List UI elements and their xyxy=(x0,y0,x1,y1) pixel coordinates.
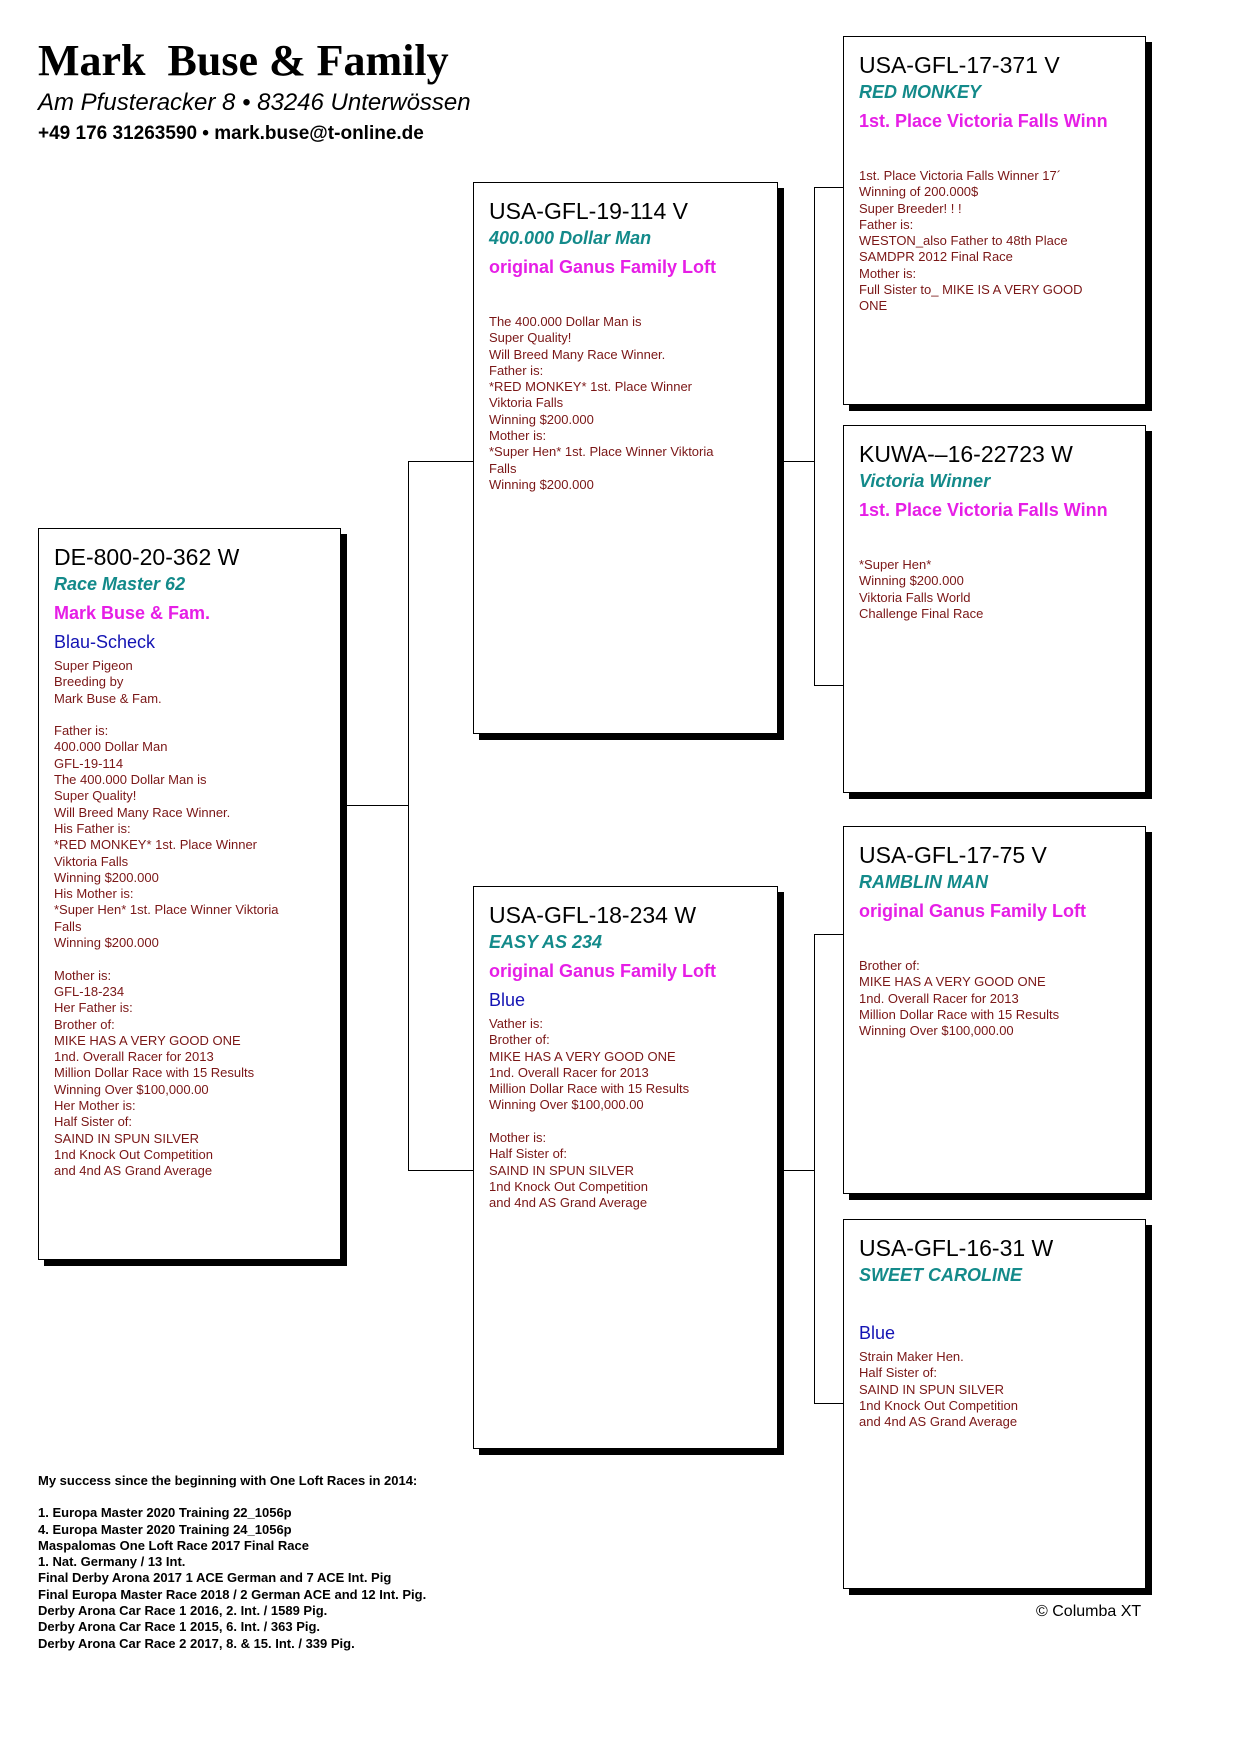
owner-name: Mark Buse & Family xyxy=(38,36,449,85)
pigeon-card-father xyxy=(473,182,778,734)
pigeon-card-mother xyxy=(473,886,778,1449)
connector-line xyxy=(341,805,408,806)
ring-number: USA-GFL-16-31 W xyxy=(859,1235,1054,1261)
success-item: 1. Europa Master 2020 Training 22_1056p xyxy=(38,1505,292,1521)
pedigree-notes: Brother of: MIKE HAS A VERY GOOD ONE 1nd. Overall Racer for 2013 Million Dollar Race with 15 Results Winning Over $100,000.00 xyxy=(859,958,1060,1039)
pigeon-name: RAMBLIN MAN xyxy=(859,872,988,892)
breeder: original Ganus Family Loft xyxy=(859,901,1087,921)
pigeon-card-mothers-mother xyxy=(843,1219,1146,1589)
ring-number: USA-GFL-18-234 W xyxy=(489,902,697,928)
success-item: 4. Europa Master 2020 Training 24_1056p xyxy=(38,1521,292,1537)
pigeon-name: SWEET CAROLINE xyxy=(859,1265,1023,1285)
connector-line xyxy=(408,461,409,1170)
breeder: 1st. Place Victoria Falls Winn xyxy=(859,111,1108,131)
breeder: original Ganus Family Loft xyxy=(489,257,717,277)
pedigree-notes: 1st. Place Victoria Falls Winner 17´ Winning of 200.000$ Super Breeder! ! ! Father is: WESTON_also Father to 48th Place SAMDPR 2012 Final Race Mother is: Full Sister to_ MIKE IS A VERY GOOD ONE xyxy=(859,168,1083,314)
success-item: Final Derby Arona 2017 1 ACE German and 7 ACE Int. Pig xyxy=(38,1570,392,1586)
connector-line xyxy=(408,1170,473,1171)
success-item: Derby Arona Car Race 1 2016, 2. Int. / 1589 Pig. xyxy=(38,1603,328,1619)
owner-address: Am Pfusteracker 8 • 83246 Unterwössen xyxy=(38,89,471,116)
colour: Blue xyxy=(489,990,526,1010)
pigeon-card-fathers-father xyxy=(843,36,1146,405)
pedigree-notes: Super Pigeon Breeding by Mark Buse & Fam. Father is: 400.000 Dollar Man GFL-19-114 The 400.000 Dollar Man is Super Quality! Will Breed Many Race Winner. His Father is: *RED MONKEY* 1st. Place Winner Viktoria Falls Winning $200.000 His Mother is: *Super Hen* 1st. Place Winner Viktoria Falls Winning $200.000 Mother is: GFL-18-234 Her Father is: Brother of: MIKE HAS A VERY GOOD ONE 1nd. Overall Racer for 2013 Million Dollar Race with 15 Results Winning Over $100,000.00 Her Mother is: Half Sister of: SAIND IN SPUN SILVER 1nd Knock Out Competition and 4nd AS Grand Average xyxy=(54,658,279,1179)
success-heading: My success since the beginning with One Loft Races in 2014: xyxy=(38,1473,418,1488)
pedigree-notes: The 400.000 Dollar Man is Super Quality! Will Breed Many Race Winner. Father is: *RED MONKEY* 1st. Place Winner Viktoria Falls Winning $200.000 Mother is: *Super Hen* 1st. Place Winner Viktoria Falls Winning $200.000 xyxy=(489,314,714,492)
connector-line xyxy=(778,1170,814,1171)
success-item: Derby Arona Car Race 2 2017, 8. & 15. Int. / 339 Pig. xyxy=(38,1635,355,1651)
connector-line xyxy=(814,685,843,686)
pigeon-name: Victoria Winner xyxy=(859,471,991,491)
connector-line xyxy=(814,187,843,188)
connector-line xyxy=(814,934,815,1403)
connector-line xyxy=(814,934,843,935)
pedigree-notes: Strain Maker Hen. Half Sister of: SAIND IN SPUN SILVER 1nd Knock Out Competition and 4nd AS Grand Average xyxy=(859,1349,1018,1430)
pedigree-notes: Vather is: Brother of: MIKE HAS A VERY GOOD ONE 1nd. Overall Racer for 2013 Million Dollar Race with 15 Results Winning Over $100,000.00 Mother is: Half Sister of: SAIND IN SPUN SILVER 1nd Knock Out Competition and 4nd AS Grand Average xyxy=(489,1016,690,1211)
connector-line xyxy=(408,461,473,462)
ring-number: DE-800-20-362 W xyxy=(54,544,240,570)
success-item: Maspalomas One Loft Race 2017 Final Race xyxy=(38,1537,309,1553)
pedigree-notes: *Super Hen* Winning $200.000 Viktoria Falls World Challenge Final Race xyxy=(859,557,984,621)
ring-number: USA-GFL-19-114 V xyxy=(489,198,688,224)
owner-header xyxy=(38,36,471,146)
pigeon-name: Race Master 62 xyxy=(54,574,186,594)
connector-line xyxy=(778,461,814,462)
pigeon-name: EASY AS 234 xyxy=(489,932,603,952)
success-item: Derby Arona Car Race 1 2015, 6. Int. / 363 Pig. xyxy=(38,1619,321,1635)
ring-number: USA-GFL-17-371 V xyxy=(859,52,1060,78)
success-section xyxy=(38,1473,426,1652)
pigeon-card-mothers-father xyxy=(843,826,1146,1194)
pigeon-card-subject xyxy=(38,528,341,1260)
success-item: Final Europa Master Race 2018 / 2 German ACE and 12 Int. Pig. xyxy=(38,1586,427,1602)
copyright: © Columba XT xyxy=(1036,1603,1142,1620)
success-item: 1. Nat. Germany / 13 Int. xyxy=(38,1554,186,1570)
connector-line xyxy=(814,1403,843,1404)
pigeon-card-fathers-mother xyxy=(843,425,1146,793)
breeder: Mark Buse & Fam. xyxy=(54,603,211,623)
owner-contact: +49 176 31263590 • mark.buse@t-online.de xyxy=(38,123,424,144)
pigeon-name: RED MONKEY xyxy=(859,82,982,102)
colour: Blue xyxy=(859,1323,896,1343)
ring-number: KUWA-–16-22723 W xyxy=(859,441,1073,467)
breeder: 1st. Place Victoria Falls Winn xyxy=(859,500,1108,520)
colour: Blau-Scheck xyxy=(54,632,156,652)
connector-line xyxy=(814,187,815,685)
pigeon-name: 400.000 Dollar Man xyxy=(489,228,652,248)
breeder: original Ganus Family Loft xyxy=(489,961,717,981)
ring-number: USA-GFL-17-75 V xyxy=(859,842,1047,868)
